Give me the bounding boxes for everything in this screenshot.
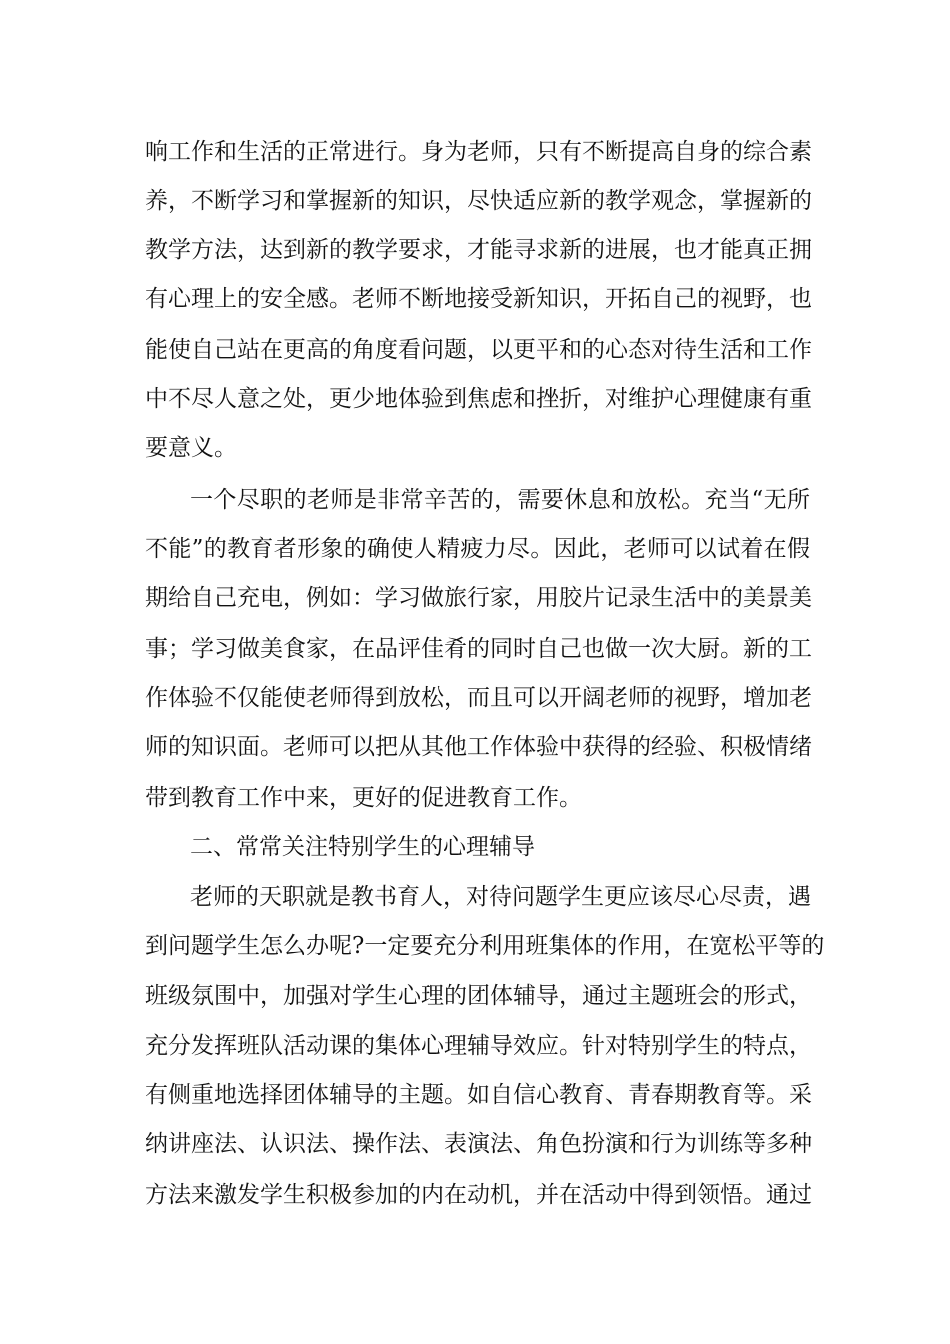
text-line: 事；学习做美食家，在品评佳肴的同时自己也做一次大厨。新的工 <box>145 636 812 662</box>
text-line: 带到教育工作中来，更好的促进教育工作。 <box>145 785 582 811</box>
text-line: 纳讲座法、认识法、操作法、表演法、角色扮演和行为训练等多种 <box>145 1131 812 1157</box>
text-line: 到问题学生怎么办呢?一定要充分利用班集体的作用，在宽松平等的 <box>145 933 825 959</box>
paragraph-first-line: 一个尽职的老师是非常辛苦的，需要休息和放松。充当“无所 <box>190 487 810 513</box>
text-line: 有心理上的安全感。老师不断地接受新知识，开拓自己的视野，也 <box>145 286 812 312</box>
text-line: 有侧重地选择团体辅导的主题。如自信心教育、青春期教育等。采 <box>145 1082 812 1108</box>
text-line: 方法来激发学生积极参加的内在动机，并在活动中得到领悟。通过 <box>145 1182 812 1208</box>
text-line: 期给自己充电，例如：学习做旅行家，用胶片记录生活中的美景美 <box>145 585 812 611</box>
text-line: 能使自己站在更高的角度看问题，以更平和的心态对待生活和工作 <box>145 337 812 363</box>
text-line: 班级氛围中，加强对学生心理的团体辅导，通过主题班会的形式， <box>145 983 812 1009</box>
text-line: 响工作和生活的正常进行。身为老师，只有不断提高自身的综合素 <box>145 139 812 165</box>
text-line: 作体验不仅能使老师得到放松，而且可以开阔老师的视野，增加老 <box>145 685 812 711</box>
text-line: 不能”的教育者形象的确使人精疲力尽。因此，老师可以试着在假 <box>145 536 810 562</box>
text-line: 要意义。 <box>145 435 237 461</box>
section-heading: 二、常常关注特别学生的心理辅导 <box>190 834 535 860</box>
text-line: 充分发挥班队活动课的集体心理辅导效应。针对特别学生的特点， <box>145 1033 812 1059</box>
text-line: 养，不断学习和掌握新的知识，尽快适应新的教学观念，掌握新的 <box>145 188 812 214</box>
text-line: 中不尽人意之处，更少地体验到焦虑和挫折，对维护心理健康有重 <box>145 386 812 412</box>
text-line: 师的知识面。老师可以把从其他工作体验中获得的经验、积极情绪 <box>145 734 812 760</box>
text-line: 教学方法，达到新的教学要求，才能寻求新的进展，也才能真正拥 <box>145 237 812 263</box>
paragraph-first-line: 老师的天职就是教书育人，对待问题学生更应该尽心尽责，遇 <box>190 884 811 910</box>
